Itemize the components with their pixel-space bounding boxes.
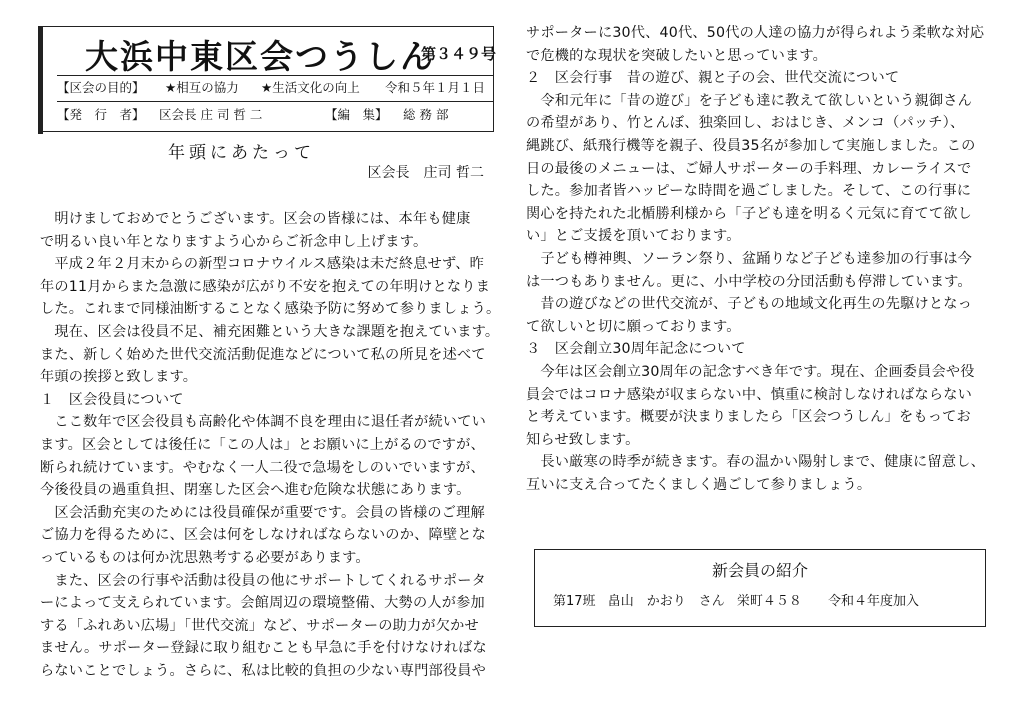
text-line: した。参加者皆ハッピーな時間を過ごしました。そして、この行事に <box>526 183 972 200</box>
text-line: 昔の遊びなどの世代交流が、子どもの地域文化再生の先駆けとなっ <box>526 296 973 313</box>
text-line: 互いに支え合ってたくましく過ごして参りましょう。 <box>526 476 872 493</box>
text-line: サポーターに30代、40代、50代の人達の協力が得られよう柔軟な対応 <box>526 25 985 41</box>
masthead-publisher-row <box>57 101 493 129</box>
editor-name: 総 務 部 <box>403 107 449 122</box>
text-line: い」とご支援を頂いております。 <box>526 228 741 245</box>
member-group: 第17班 <box>553 594 596 609</box>
text-line: ーによって支えられています。会館周辺の環境整備、大勢の人が参加 <box>40 595 485 612</box>
text-line: 明けましておめでとうございます。区会の皆様には、本年も健康 <box>40 211 471 227</box>
text-line: 今年は区会創立30周年の記念すべき年です。現在、企画委員会や役 <box>526 363 975 380</box>
text-line: 現在、区会は役員不足、補充困難という大きな課題を抱えています。 <box>40 323 500 340</box>
purpose-item-2: ★生活文化の向上 <box>261 80 360 95</box>
text-line: の希望があり、竹とんぼ、独楽回し、おはじき、メンコ（パッチ）、 <box>526 115 965 132</box>
issue-number: 第３４９号 <box>421 45 497 63</box>
text-line: らないことでしょう。さらに、私は比較的負担の少ない専門部役員や <box>40 662 487 679</box>
text-line: 縄跳び、紙飛行機等を親子、役員35名が参加して実施しました。この <box>526 137 976 154</box>
newsletter-masthead <box>42 26 497 132</box>
text-line: で危機的な現状を突破したいと思っています。 <box>526 47 828 64</box>
text-line: 断られ続けています。やむなく一人二役で急場をしのいでいますが、 <box>40 459 485 476</box>
text-line: 年の11月からまた急激に感染が広がり不安を抱えての年明けとなりま <box>40 278 491 295</box>
article-right-column <box>526 22 996 496</box>
text-line: 日の最後のメニューは、ご婦人サポーターの手料理、カレーライスで <box>526 160 972 177</box>
text-line: 今後役員の過重負担、閉塞した区会へ進む危険な状態にあります。 <box>40 482 471 499</box>
text-line: また、区会の行事や活動は役員の他にサポートしてくれるサポータ <box>40 572 487 589</box>
text-line: と考えています。概要が決まりましたら「区会つうしん」をもってお <box>526 409 971 426</box>
newsletter-title: 大浜中東区会つうしん <box>85 37 435 76</box>
new-member-box <box>534 549 986 627</box>
text-line: て欲しいと切に願っております。 <box>526 318 741 335</box>
text-line: 平成２年２月末からの新型コロナウイルス感染は未だ終息せず、昨 <box>40 256 485 273</box>
text-line: する「ふれあい広場」「世代交流」など、サポーターの助力が欠かせ <box>40 617 479 634</box>
text-line: 員会ではコロナ感染が収まらない中、慎重に検討しなければならない <box>526 386 973 403</box>
section-heading: ３ 区会創立30周年記念について <box>526 341 746 358</box>
purpose-label: 【区会の目的】 <box>57 80 145 95</box>
text-line: 知らせ致します。 <box>526 431 640 448</box>
text-line: ここ数年で区会役員も高齢化や体調不良を理由に退任者が続いてい <box>40 414 487 431</box>
article-byline: 区会長 庄司 哲二 <box>367 165 484 181</box>
editor-label: 【編 集】 <box>325 107 388 122</box>
section-heading: ２ 区会行事 昔の遊び、親と子の会、世代交流について <box>526 70 900 87</box>
text-line: 関心を持たれた北楯勝利様から「子ども達を明るく元気に育てて欲し <box>526 205 973 222</box>
publisher-name: 区会長 庄 司 哲 二 <box>159 107 263 122</box>
text-line: また、新しく始めた世代交流活動促進などについて私の所見を述べて <box>40 346 486 363</box>
section-heading: １ 区会役員について <box>40 391 184 408</box>
text-line: 年頭の挨拶と致します。 <box>40 369 198 386</box>
new-member-title: 新会員の紹介 <box>711 561 808 580</box>
text-line: 令和元年に「昔の遊び」を子ども達に教えて欲しいという親御さん <box>526 92 973 109</box>
publication-date: 令和５年１月１日 <box>385 80 486 95</box>
text-line: 子ども樽神輿、ソーラン祭り、盆踊りなど子ども達参加の行事は今 <box>526 250 973 267</box>
text-line: っているものは何か沈思熟考する必要があります。 <box>40 549 370 566</box>
member-address: 栄町４５８ <box>736 594 802 609</box>
text-line: ません。サポーター登録に取り組むことも早急に手を付けなければな <box>40 640 487 657</box>
text-line: 長い厳寒の時季が続きます。春の温かい陽射しまで、健康に留意し、 <box>526 454 985 471</box>
purpose-item-1: ★相互の協力 <box>165 80 239 95</box>
text-line: で明るい良い年となりますよう心からご祈念申し上げます。 <box>40 233 428 250</box>
publisher-label: 【発 行 者】 <box>57 107 145 122</box>
text-line: ご協力を得るために、区会は何をしなければならないのか、障壁とな <box>40 527 487 544</box>
article-left-column <box>40 208 500 682</box>
article-headline: 年頭にあたって <box>168 143 315 163</box>
text-line: した。これまで同様油断することなく感染予防に努めて参りましょう。 <box>40 301 501 318</box>
text-line: 区会活動充実のためには役員確保が重要です。会員の皆様のご理解 <box>40 504 485 521</box>
member-joined: 令和４年度加入 <box>828 594 920 609</box>
masthead-shadow-bar <box>38 26 43 134</box>
member-name: 畠山 かおり さん <box>607 594 725 609</box>
masthead-purpose-row <box>57 75 493 101</box>
text-line: ます。区会としては後任に「この人は」とお願いに上がるのですが、 <box>40 436 485 453</box>
text-line: は一つもありません。更に、小中学校の分団活動も停滞しています。 <box>526 273 972 290</box>
new-member-entry <box>553 590 927 609</box>
